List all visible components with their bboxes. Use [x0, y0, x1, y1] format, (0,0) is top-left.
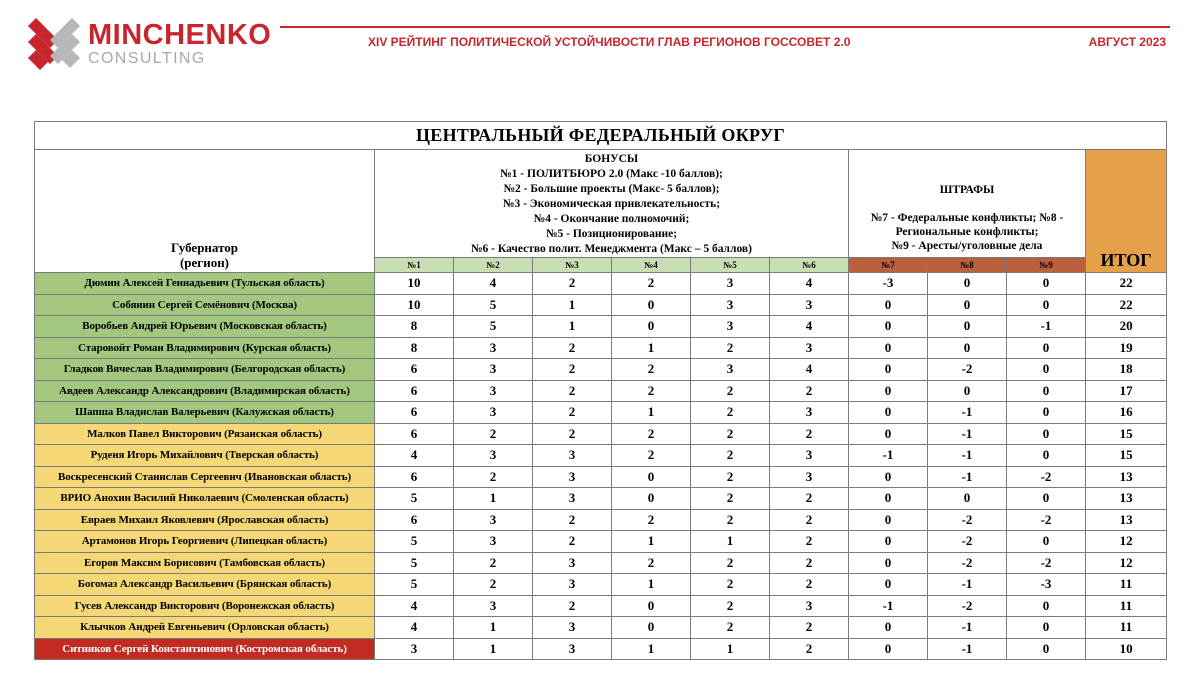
bonus-score-cell: 0 — [612, 488, 691, 510]
fine-score-cell: -3 — [849, 273, 928, 295]
district-title: ЦЕНТРАЛЬНЫЙ ФЕДЕРАЛЬНЫЙ ОКРУГ — [35, 122, 1167, 150]
bonus-score-cell: 1 — [454, 638, 533, 660]
bonus-score-cell: 3 — [454, 337, 533, 359]
bonus-score-cell: 5 — [375, 552, 454, 574]
bonus-score-cell: 2 — [533, 531, 612, 553]
table-row — [35, 617, 1167, 639]
bonus-score-cell: 2 — [770, 617, 849, 639]
total-score-cell: 20 — [1086, 316, 1167, 338]
bonus-column-number: №3 — [533, 258, 612, 273]
bonus-score-cell: 1 — [612, 531, 691, 553]
fine-header-spacer — [849, 197, 1085, 211]
bonus-score-cell: 2 — [691, 402, 770, 424]
bonus-score-cell: 2 — [770, 531, 849, 553]
bonus-score-cell: 4 — [375, 595, 454, 617]
total-score-cell: 12 — [1086, 531, 1167, 553]
bonus-header — [375, 150, 849, 258]
bonus-score-cell: 2 — [533, 595, 612, 617]
fine-score-cell: 0 — [1007, 488, 1086, 510]
fine-score-cell: 0 — [928, 380, 1007, 402]
total-score-cell: 18 — [1086, 359, 1167, 381]
bonus-score-cell: 2 — [533, 380, 612, 402]
fine-score-cell: -1 — [928, 574, 1007, 596]
governor-name: Гусев Александр Викторович (Воронежская область) — [35, 595, 375, 617]
table-row — [35, 445, 1167, 467]
bonus-score-cell: 2 — [691, 488, 770, 510]
fine-score-cell: 0 — [928, 488, 1007, 510]
table-row — [35, 359, 1167, 381]
bonus-score-cell: 2 — [770, 509, 849, 531]
fine-score-cell: -1 — [928, 423, 1007, 445]
bonus-score-cell: 2 — [612, 273, 691, 295]
fine-score-cell: 0 — [849, 638, 928, 660]
fine-score-cell: -2 — [1007, 552, 1086, 574]
fine-score-cell: 0 — [1007, 294, 1086, 316]
governor-name: Ситников Сергей Константинович (Костромская область) — [35, 638, 375, 660]
logo-icon — [28, 18, 82, 70]
bonus-score-cell: 2 — [533, 273, 612, 295]
table-row — [35, 273, 1167, 295]
governor-name: Гладков Вячеслав Владимирович (Белгородская область) — [35, 359, 375, 381]
fine-score-cell: 0 — [849, 316, 928, 338]
bonus-header-line: №1 - ПОЛИТБЮРО 2.0 (Макс -10 баллов); — [500, 168, 723, 180]
bonus-score-cell: 4 — [375, 617, 454, 639]
bonus-score-cell: 2 — [454, 552, 533, 574]
bonus-score-cell: 2 — [770, 574, 849, 596]
table-row — [35, 509, 1167, 531]
header-divider — [280, 26, 1170, 28]
bonus-score-cell: 3 — [770, 445, 849, 467]
fine-score-cell: -1 — [928, 617, 1007, 639]
bonus-column-number: №5 — [691, 258, 770, 273]
bonus-score-cell: 2 — [770, 552, 849, 574]
total-score-cell: 17 — [1086, 380, 1167, 402]
bonus-score-cell: 3 — [533, 574, 612, 596]
fine-column-number: №9 — [1007, 258, 1086, 273]
bonus-score-cell: 2 — [691, 380, 770, 402]
table-row — [35, 531, 1167, 553]
bonus-score-cell: 1 — [612, 574, 691, 596]
bonus-score-cell: 3 — [533, 488, 612, 510]
governor-name: Руденя Игорь Михайлович (Тверская область) — [35, 445, 375, 467]
total-score-cell: 19 — [1086, 337, 1167, 359]
bonus-score-cell: 2 — [691, 552, 770, 574]
bonus-header-line: №6 - Качество полит. Менеджмента (Макс – 5 баллов) — [471, 243, 752, 255]
bonus-score-cell: 5 — [375, 531, 454, 553]
bonus-score-cell: 3 — [454, 509, 533, 531]
fine-score-cell: 0 — [849, 552, 928, 574]
governor-header-line: Губернатор — [170, 240, 239, 255]
bonus-score-cell: 2 — [770, 423, 849, 445]
bonus-score-cell: 2 — [612, 423, 691, 445]
bonus-score-cell: 1 — [691, 531, 770, 553]
bonus-score-cell: 5 — [454, 316, 533, 338]
bonus-score-cell: 2 — [612, 445, 691, 467]
fine-score-cell: -2 — [928, 359, 1007, 381]
bonus-score-cell: 4 — [770, 316, 849, 338]
fine-score-cell: -2 — [1007, 509, 1086, 531]
total-score-cell: 15 — [1086, 423, 1167, 445]
bonus-score-cell: 2 — [770, 638, 849, 660]
bonus-score-cell: 3 — [533, 445, 612, 467]
bonus-score-cell: 6 — [375, 466, 454, 488]
bonus-score-cell: 8 — [375, 337, 454, 359]
bonus-score-cell: 2 — [612, 509, 691, 531]
governor-name: Воскресенский Станислав Сергеевич (Ивановская область) — [35, 466, 375, 488]
table-row — [35, 638, 1167, 660]
total-score-cell: 13 — [1086, 466, 1167, 488]
bonus-score-cell: 1 — [533, 316, 612, 338]
total-score-cell: 22 — [1086, 273, 1167, 295]
bonus-score-cell: 2 — [691, 595, 770, 617]
bonus-score-cell: 2 — [691, 337, 770, 359]
bonus-score-cell: 1 — [454, 617, 533, 639]
bonus-score-cell: 0 — [612, 595, 691, 617]
fine-header-line: №7 - Федеральные конфликты; №8 - — [870, 212, 1064, 224]
fine-header — [849, 150, 1086, 258]
fine-column-number: №8 — [928, 258, 1007, 273]
total-score-cell: 11 — [1086, 595, 1167, 617]
fine-score-cell: 0 — [849, 509, 928, 531]
bonus-score-cell: 3 — [533, 552, 612, 574]
bonus-score-cell: 0 — [612, 617, 691, 639]
bonus-score-cell: 3 — [770, 595, 849, 617]
fine-score-cell: -1 — [928, 402, 1007, 424]
table-row — [35, 423, 1167, 445]
governor-name: Дюмин Алексей Геннадьевич (Тульская область) — [35, 273, 375, 295]
bonus-score-cell: 3 — [691, 359, 770, 381]
total-score-cell: 10 — [1086, 638, 1167, 660]
fine-score-cell: 0 — [1007, 337, 1086, 359]
fine-score-cell: 0 — [928, 316, 1007, 338]
fine-score-cell: 0 — [849, 359, 928, 381]
fine-score-cell: -1 — [849, 445, 928, 467]
bonus-header-line: №3 - Экономическая привлекательность; — [502, 198, 721, 210]
bonus-score-cell: 4 — [375, 445, 454, 467]
bonus-column-number: №2 — [454, 258, 533, 273]
fine-column-number: №7 — [849, 258, 928, 273]
fine-score-cell: 0 — [849, 531, 928, 553]
bonus-score-cell: 6 — [375, 423, 454, 445]
fine-score-cell: -1 — [928, 638, 1007, 660]
bonus-score-cell: 6 — [375, 402, 454, 424]
governor-name: Евраев Михаил Яковлевич (Ярославская область) — [35, 509, 375, 531]
fine-score-cell: -1 — [928, 466, 1007, 488]
bonus-score-cell: 3 — [533, 638, 612, 660]
bonus-score-cell: 1 — [612, 638, 691, 660]
fine-score-cell: -2 — [1007, 466, 1086, 488]
table-row — [35, 574, 1167, 596]
total-score-cell: 11 — [1086, 574, 1167, 596]
fine-score-cell: -1 — [849, 595, 928, 617]
governor-name: Авдеев Александр Александрович (Владимирская область) — [35, 380, 375, 402]
total-column-header: ИТОГ — [1086, 150, 1167, 273]
fine-score-cell: -1 — [928, 445, 1007, 467]
bonus-score-cell: 0 — [612, 294, 691, 316]
total-score-cell: 13 — [1086, 509, 1167, 531]
fine-score-cell: -3 — [1007, 574, 1086, 596]
bonus-score-cell: 2 — [612, 359, 691, 381]
fine-score-cell: -2 — [928, 509, 1007, 531]
fine-score-cell: 0 — [849, 574, 928, 596]
fine-score-cell: 0 — [1007, 273, 1086, 295]
bonus-score-cell: 4 — [770, 359, 849, 381]
bonus-score-cell: 4 — [770, 273, 849, 295]
bonus-score-cell: 2 — [691, 466, 770, 488]
fine-score-cell: 0 — [849, 380, 928, 402]
bonus-score-cell: 2 — [691, 423, 770, 445]
fine-score-cell: 0 — [1007, 445, 1086, 467]
bonus-score-cell: 2 — [533, 423, 612, 445]
total-score-cell: 15 — [1086, 445, 1167, 467]
governor-name: Собянин Сергей Семёнович (Москва) — [35, 294, 375, 316]
fine-score-cell: 0 — [849, 402, 928, 424]
governor-name: Богомаз Александр Васильевич (Брянская область) — [35, 574, 375, 596]
bonus-score-cell: 6 — [375, 509, 454, 531]
bonus-score-cell: 2 — [691, 509, 770, 531]
fine-score-cell: 0 — [849, 423, 928, 445]
bonus-score-cell: 3 — [533, 617, 612, 639]
bonus-score-cell: 3 — [454, 595, 533, 617]
fine-score-cell: 0 — [928, 294, 1007, 316]
brand-name: MINCHENKO — [88, 19, 272, 51]
bonus-score-cell: 2 — [454, 466, 533, 488]
bonus-header-title: БОНУСЫ — [584, 153, 639, 165]
bonus-score-cell: 1 — [533, 294, 612, 316]
page-header — [0, 0, 1200, 80]
bonus-score-cell: 2 — [691, 617, 770, 639]
fine-score-cell: 0 — [928, 337, 1007, 359]
bonus-score-cell: 3 — [770, 402, 849, 424]
bonus-score-cell: 3 — [454, 380, 533, 402]
fine-score-cell: -1 — [1007, 316, 1086, 338]
table-row — [35, 337, 1167, 359]
bonus-score-cell: 6 — [375, 359, 454, 381]
table-row — [35, 466, 1167, 488]
table-row — [35, 316, 1167, 338]
bonus-score-cell: 2 — [770, 380, 849, 402]
fine-score-cell: 0 — [1007, 423, 1086, 445]
region-header-line: (регион) — [179, 255, 230, 270]
bonus-score-cell: 10 — [375, 294, 454, 316]
fine-score-cell: 0 — [928, 273, 1007, 295]
fine-score-cell: 0 — [1007, 359, 1086, 381]
fine-score-cell: 0 — [1007, 402, 1086, 424]
governor-name: Артамонов Игорь Георгиевич (Липецкая область) — [35, 531, 375, 553]
bonus-score-cell: 10 — [375, 273, 454, 295]
table-row — [35, 595, 1167, 617]
fine-score-cell: 0 — [849, 337, 928, 359]
fine-header-title: ШТРАФЫ — [939, 184, 995, 196]
bonus-score-cell: 0 — [612, 316, 691, 338]
fine-score-cell: 0 — [849, 294, 928, 316]
bonus-score-cell: 3 — [533, 466, 612, 488]
table-row — [35, 402, 1167, 424]
bonus-score-cell: 2 — [454, 423, 533, 445]
bonus-score-cell: 1 — [691, 638, 770, 660]
total-score-cell: 11 — [1086, 617, 1167, 639]
bonus-score-cell: 3 — [770, 337, 849, 359]
governor-name: Старовойт Роман Владимирович (Курская область) — [35, 337, 375, 359]
bonus-score-cell: 3 — [770, 466, 849, 488]
governor-name: ВРИО Анохин Василий Николаевич (Смоленская область) — [35, 488, 375, 510]
governor-name: Малков Павел Викторович (Рязанская область) — [35, 423, 375, 445]
bonus-score-cell: 3 — [454, 445, 533, 467]
bonus-score-cell: 3 — [691, 273, 770, 295]
fine-score-cell: 0 — [849, 617, 928, 639]
bonus-score-cell: 3 — [454, 359, 533, 381]
bonus-score-cell: 2 — [612, 380, 691, 402]
governor-column-header — [35, 150, 375, 273]
fine-score-cell: 0 — [1007, 380, 1086, 402]
bonus-score-cell: 6 — [375, 380, 454, 402]
bonus-score-cell: 2 — [533, 359, 612, 381]
fine-score-cell: 0 — [1007, 617, 1086, 639]
fine-score-cell: 0 — [1007, 531, 1086, 553]
total-score-cell: 22 — [1086, 294, 1167, 316]
governor-name: Егоров Максим Борисович (Тамбовская область) — [35, 552, 375, 574]
table-row — [35, 380, 1167, 402]
table-row — [35, 552, 1167, 574]
governor-name: Воробьев Андрей Юрьевич (Московская область) — [35, 316, 375, 338]
bonus-score-cell: 3 — [691, 316, 770, 338]
bonus-score-cell: 1 — [454, 488, 533, 510]
fine-score-cell: 0 — [1007, 595, 1086, 617]
fine-score-cell: -2 — [928, 552, 1007, 574]
governor-name: Клычков Андрей Евгеньевич (Орловская область) — [35, 617, 375, 639]
fine-header-line: №9 - Аресты/уголовные дела — [891, 240, 1043, 252]
fine-score-cell: 0 — [849, 488, 928, 510]
fine-score-cell: 0 — [1007, 638, 1086, 660]
bonus-score-cell: 3 — [691, 294, 770, 316]
report-date: АВГУСТ 2023 — [1088, 35, 1166, 49]
bonus-score-cell: 8 — [375, 316, 454, 338]
bonus-score-cell: 2 — [691, 574, 770, 596]
bonus-score-cell: 2 — [770, 488, 849, 510]
bonus-column-number: №4 — [612, 258, 691, 273]
bonus-score-cell: 2 — [533, 509, 612, 531]
bonus-header-line: №4 - Окончание полномочий; — [533, 213, 690, 225]
fine-header-line: Региональные конфликты; — [895, 226, 1039, 238]
report-title: XIV РЕЙТИНГ ПОЛИТИЧЕСКОЙ УСТОЙЧИВОСТИ ГЛАВ РЕГИОНОВ ГОССОВЕТ 2.0 — [368, 35, 851, 49]
bonus-header-line: №2 - Большие проекты (Макс- 5 баллов); — [503, 183, 720, 195]
brand-subtitle: CONSULTING — [88, 50, 206, 67]
bonus-score-cell: 1 — [612, 337, 691, 359]
bonus-score-cell: 0 — [612, 466, 691, 488]
bonus-column-number: №6 — [770, 258, 849, 273]
total-score-cell: 12 — [1086, 552, 1167, 574]
bonus-score-cell: 4 — [454, 273, 533, 295]
bonus-score-cell: 2 — [533, 402, 612, 424]
total-score-cell: 16 — [1086, 402, 1167, 424]
logo — [28, 16, 278, 72]
bonus-score-cell: 2 — [533, 337, 612, 359]
bonus-score-cell: 2 — [612, 552, 691, 574]
bonus-score-cell: 3 — [375, 638, 454, 660]
bonus-score-cell: 3 — [454, 402, 533, 424]
table-row — [35, 294, 1167, 316]
bonus-score-cell: 5 — [375, 574, 454, 596]
bonus-score-cell: 2 — [454, 574, 533, 596]
bonus-header-line: №5 - Позиционирование; — [545, 228, 678, 240]
table-row — [35, 488, 1167, 510]
bonus-score-cell: 5 — [454, 294, 533, 316]
fine-score-cell: -2 — [928, 531, 1007, 553]
rating-table — [34, 121, 1167, 660]
total-score-cell: 13 — [1086, 488, 1167, 510]
governor-name: Шапша Владислав Валерьевич (Калужская область) — [35, 402, 375, 424]
bonus-score-cell: 3 — [770, 294, 849, 316]
bonus-column-number: №1 — [375, 258, 454, 273]
bonus-score-cell: 3 — [454, 531, 533, 553]
fine-score-cell: 0 — [849, 466, 928, 488]
bonus-score-cell: 5 — [375, 488, 454, 510]
bonus-score-cell: 2 — [691, 445, 770, 467]
bonus-score-cell: 1 — [612, 402, 691, 424]
fine-score-cell: -2 — [928, 595, 1007, 617]
rating-table-body — [35, 273, 1167, 660]
